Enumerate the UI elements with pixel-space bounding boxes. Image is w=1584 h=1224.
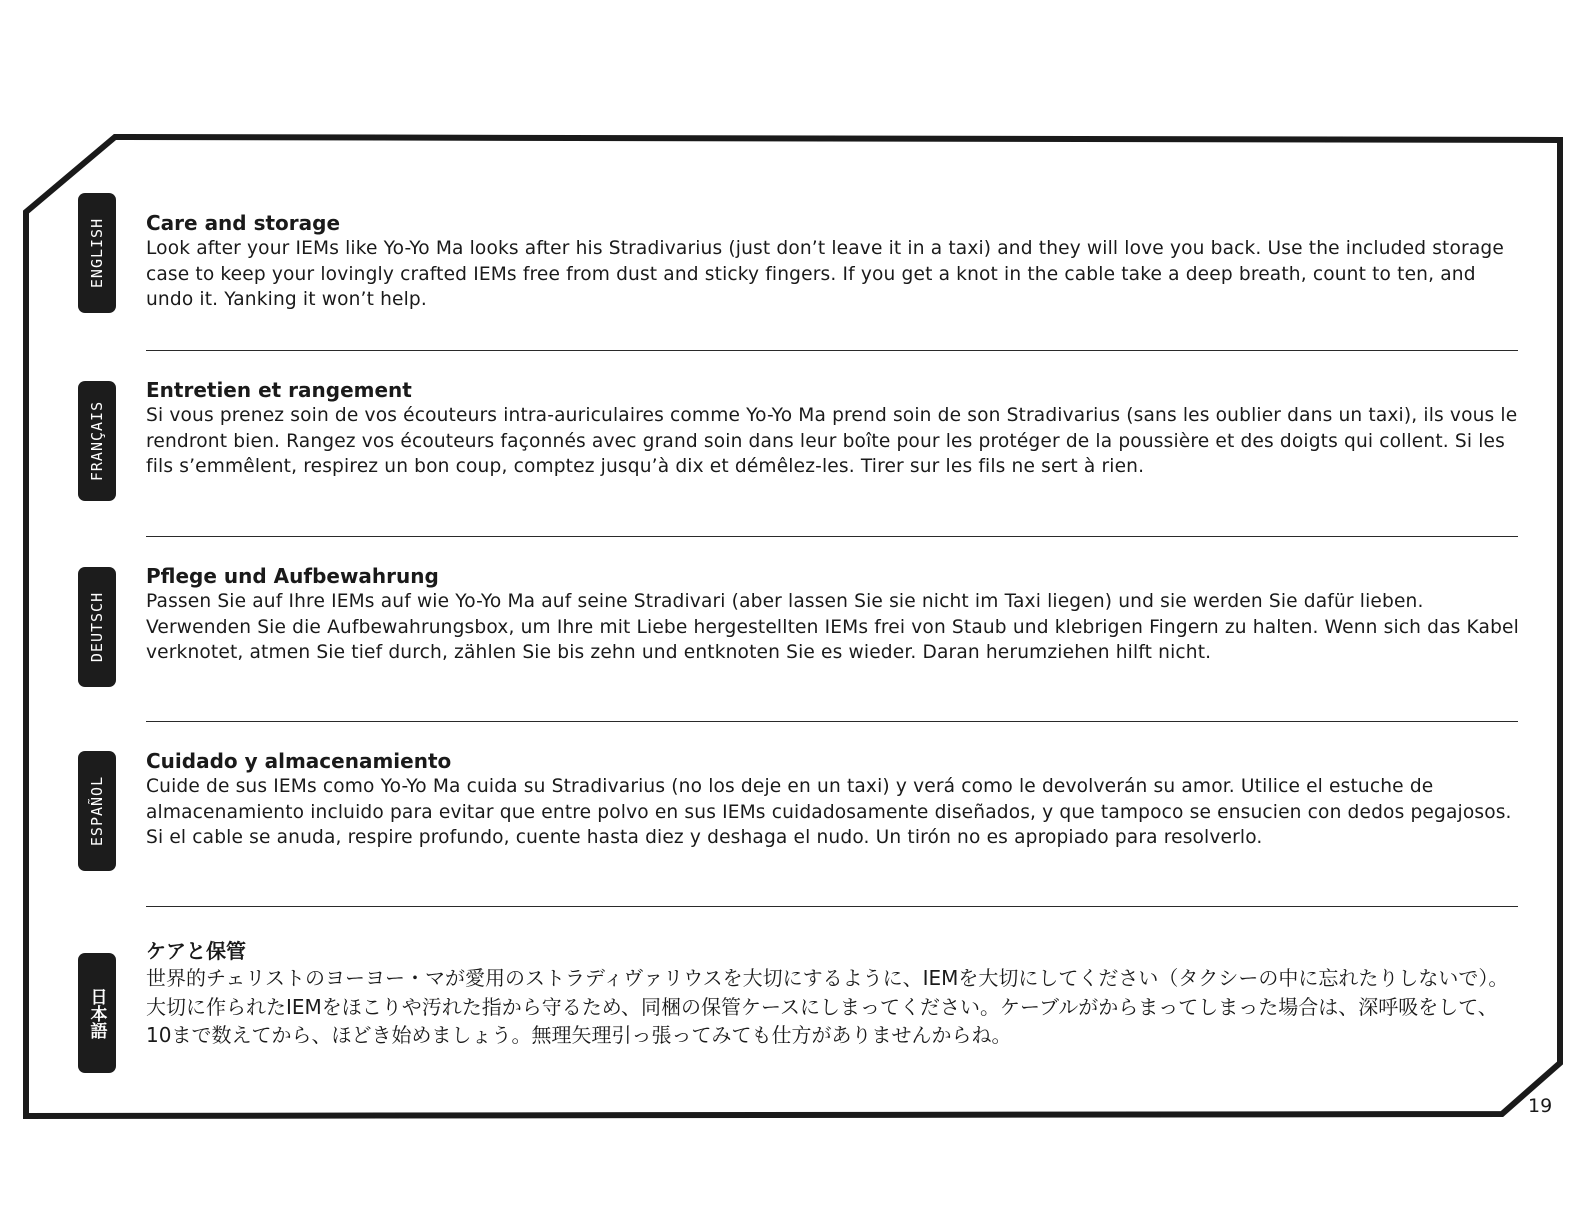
section-content <box>146 938 1520 1050</box>
language-tab-label: 日本語 <box>86 987 107 1039</box>
language-tab-label: ESPAÑOL <box>88 775 106 847</box>
section-heading: ケアと保管 <box>146 939 246 963</box>
language-tab-francais <box>78 381 116 501</box>
language-tab-label: ENGLISH <box>88 217 106 289</box>
section-body: Si vous prenez soin de vos écouteurs intra-auriculaires comme Yo-Yo Ma prend soin de son Stradivarius (sans les oublier dans un taxi), ils vous le rendront bien. Rangez vos écouteurs façonnés avec grand soin dans leur boîte pour les protéger de la poussière et des doigts qui collent. Si les fils s’emmêlent, respirez un bon coup, comptez jusqu’à dix et démêlez-les. Tirer sur les fils ne sert à rien. <box>146 405 1518 478</box>
language-tab-label: FRANÇAIS <box>88 400 106 482</box>
page-number: 19 <box>1528 1095 1553 1117</box>
section-divider <box>146 536 1518 537</box>
section-content <box>146 748 1520 851</box>
language-tab-espanol <box>78 751 116 871</box>
language-tab-english <box>78 193 116 313</box>
language-tab-japanese <box>78 953 116 1073</box>
section-content <box>146 563 1520 666</box>
section-body: Look after your IEMs like Yo-Yo Ma looks after his Stradivarius (just don’t leave it in a taxi) and they will love you back. Use the included storage case to keep your lovingly crafted IEMs free from dust and sticky fingers. If you get a knot in the cable take a deep breath, count to ten, and undo it. Yanking it won’t help. <box>146 238 1504 311</box>
language-tab-label: DEUTSCH <box>88 591 106 663</box>
section-divider <box>146 906 1518 907</box>
section-body: Cuide de sus IEMs como Yo-Yo Ma cuida su Stradivarius (no los deje en un taxi) y verá como le devolverán su amor. Utilice el estuche de almacenamiento incluido para evitar que entre polvo en sus IEMs cuidadosamente diseñados, y que tampoco se ensucien con dedos pegajosos. Si el cable se anuda, respire profundo, cuente hasta diez y deshaga el nudo. Un tirón no es apropiado para resolverlo. <box>146 776 1512 849</box>
section-heading: Pflege und Aufbewahrung <box>146 564 439 588</box>
section-body: Passen Sie auf Ihre IEMs auf wie Yo-Yo Ma auf seine Stradivari (aber lassen Sie sie nicht im Taxi liegen) und sie werden Sie dafür lieben. Verwenden Sie die Aufbewahrungsbox, um Ihre mit Liebe hergestellten IEMs frei von Staub und klebrigen Fingern zu halten. Wenn sich das Kabel verknotet, atmen Sie tief durch, zählen Sie bis zehn und entknoten Sie es wieder. Daran herumziehen hilft nicht. <box>146 591 1519 664</box>
language-tab-deutsch <box>78 567 116 687</box>
section-content <box>146 210 1520 313</box>
section-divider <box>146 350 1518 351</box>
section-body: 世界的チェリストのヨーヨー・マが愛用のストラディヴァリウスを大切にするように、IEMを大切にしてください（タクシーの中に忘れたりしないで）。大切に作られたIEMをほこりや汚れた指から守るため、同梱の保管ケースにしまってください。ケーブルがからまってしまった場合は、深呼吸をして、10まで数えてから、ほどき始めましょう。無理矢理引っ張ってみても仕方がありませんからね。 <box>146 966 1509 1047</box>
section-content <box>146 377 1520 480</box>
section-heading: Cuidado y almacenamiento <box>146 749 452 773</box>
section-heading: Care and storage <box>146 211 341 235</box>
section-heading: Entretien et rangement <box>146 378 412 402</box>
section-divider <box>146 721 1518 722</box>
